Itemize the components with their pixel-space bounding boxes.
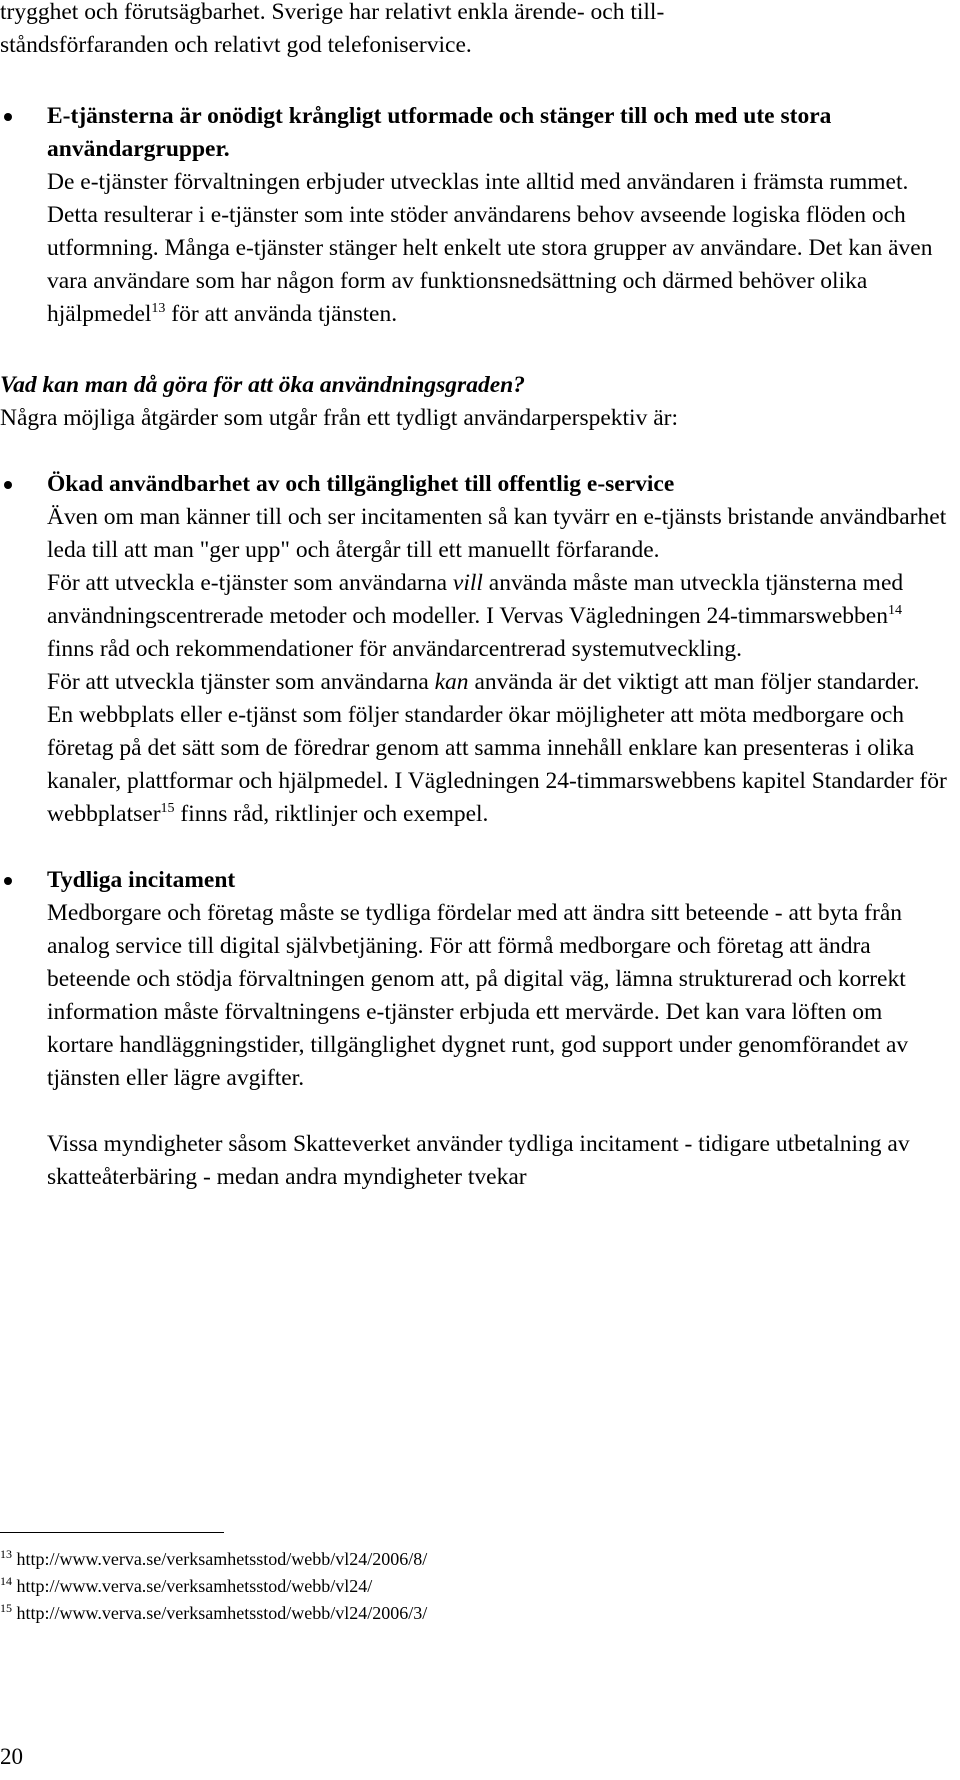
page-number: 20 xyxy=(0,1744,23,1769)
bullet-item-incentives xyxy=(0,864,948,1194)
footnote-ref-15: 15 xyxy=(160,801,175,817)
bullet-paragraph-2: Vissa myndigheter såsom Skatteverket använder tydliga incitament - tidigare utbetalning av skatteåterbäring - medan andra myndigheter tvekar xyxy=(47,1131,910,1190)
footnote-number: 14 xyxy=(0,1574,12,1588)
text-span: finns råd, riktlinjer och exempel. xyxy=(174,801,489,827)
bullet-item-usability-problems xyxy=(0,100,948,331)
bullet-title: Ökad användbarhet av och tillgänglighet till offentlig e-service xyxy=(47,471,675,497)
text-span: För att utveckla tjänster som användarna xyxy=(47,669,435,695)
footnote-url[interactable]: http://www.verva.se/verksamhetsstod/webb/vl24/2006/3/ xyxy=(16,1603,428,1623)
intro-text: Några möjliga åtgärder som utgår från ett tydligt användarperspektiv är: xyxy=(0,405,678,431)
footnotes xyxy=(0,1546,427,1627)
footnote-13 xyxy=(0,1546,427,1573)
footnote-ref-13: 13 xyxy=(151,301,166,317)
emphasis: vill xyxy=(452,570,483,596)
footnote-14 xyxy=(0,1573,427,1600)
bullet-paragraph-1: Även om man känner till och ser incitamenten så kan tyvärr en e-tjänsts bristande användbarhet leda till att man "ger upp" och återgår till ett manuellt förfarande. xyxy=(47,504,947,563)
bullet-paragraph-1: Medborgare och företag måste se tydliga fördelar med att ändra sitt beteende - att byta från analog service till digital självbetjäning. För att förmå medborgare och företag att ändra beteende och stödja förvaltningen genom att, på digital väg, lämna strukturerad och korrekt information måste förvaltningens e-tjänster erbjuda ett mervärde. Det kan vara löften om kortare handläggningstider, tillgänglighet dygnet runt, god support under genomförandet av tjänsten eller lägre avgifter. xyxy=(47,900,909,1091)
text-span: För att utveckla e-tjänster som användarna xyxy=(47,570,453,596)
footnote-number: 15 xyxy=(0,1601,12,1615)
footnote-divider xyxy=(0,1532,224,1533)
lead-paragraph xyxy=(0,0,948,62)
bullet-item-usability xyxy=(0,468,948,831)
bullet-title: Tydliga incitament xyxy=(47,867,236,893)
footnote-ref-14: 14 xyxy=(887,603,902,619)
bullet-paragraph-2 xyxy=(47,567,948,666)
lead-line-1: trygghet och förutsägbarhet. Sverige har relativt enkla ärende- och till- xyxy=(0,0,665,25)
footnote-url[interactable]: http://www.verva.se/verksamhetsstod/webb/vl24/ xyxy=(16,1576,373,1596)
bullet-text-end: för att använda tjänsten. xyxy=(165,301,398,327)
emphasis: kan xyxy=(434,669,469,695)
text-span: använda är det viktigt att man följer standarder. En webbplats eller e-tjänst som följer standarder ökar möjligheter att möta medborgare och företag på det sätt som de föredrar genom att samma innehåll enklare kan presenteras i olika kanaler, plattformar och hjälpmedel. I Vägledningen 24-timmarswebbens kapitel Standarder för webbplatser xyxy=(47,669,947,827)
bullet-paragraph-3 xyxy=(47,666,948,831)
bullet-text xyxy=(47,166,948,331)
footnote-number: 13 xyxy=(0,1547,12,1561)
bullet-text-main: De e-tjänster förvaltningen erbjuder utvecklas inte alltid med användaren i främsta rummet. Detta resulterar i e-tjänster som inte stöder användarens behov avseende logiska flöden och utformning. Många e-tjänster stänger helt enkelt ute stora grupper av användare. Det kan även vara användare som har någon form av funktionsnedsättning och därmed behöver olika hjälpmedel xyxy=(47,169,933,327)
lead-line-2: ståndsförfaranden och relativt god telefoniservice. xyxy=(0,32,472,58)
question-heading: Vad kan man då göra för att öka användningsgraden? xyxy=(0,372,525,398)
text-span: använda måste man utveckla tjänsterna med användningscentrerade metoder och modeller. I Vervas Vägledningen 24-timmarswebben xyxy=(47,570,904,629)
footnote-url[interactable]: http://www.verva.se/verksamhetsstod/webb/vl24/2006/8/ xyxy=(16,1549,428,1569)
text-span: finns råd och rekommendationer för användarcentrerad systemutveckling. xyxy=(47,636,742,662)
bullet-title: E-tjänsterna är onödigt krångligt utformade och stänger till och med ute stora användargrupper. xyxy=(47,103,832,162)
footnote-15 xyxy=(0,1600,427,1627)
